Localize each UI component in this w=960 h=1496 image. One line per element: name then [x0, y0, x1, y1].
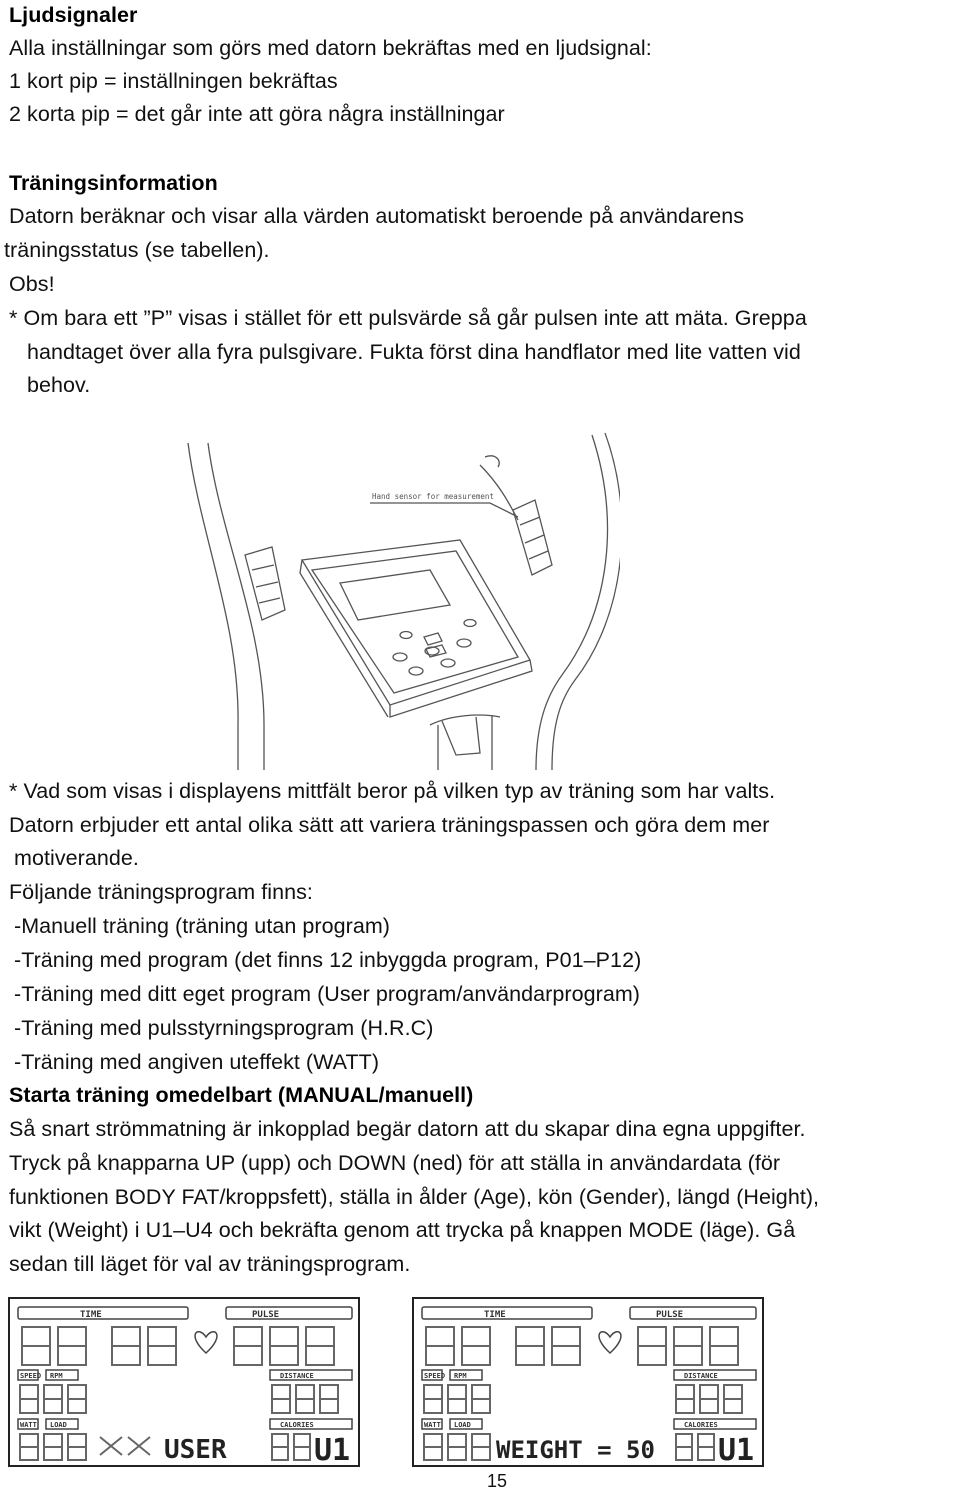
paragraph-line: träningsstatus (se tabellen). — [4, 238, 270, 262]
lcd-label-calories: CALORIES — [684, 1421, 718, 1429]
lcd-label-distance: DISTANCE — [684, 1372, 718, 1380]
lcd-label-time: TIME — [484, 1310, 506, 1320]
paragraph-line: Datorn beräknar och visar alla värden automatiskt beroende på användarens — [9, 204, 745, 228]
note-line: handtaget över alla fyra pulsgivare. Fukta först dina handflator med lite vatten vid — [27, 340, 801, 364]
programs-intro: Följande träningsprogram finns: — [9, 880, 313, 904]
program-list-item: -Träning med angiven uteffekt (WATT) — [14, 1050, 380, 1074]
heading-ljudsignaler: Ljudsignaler — [9, 3, 138, 27]
program-list-item: -Träning med program (det finns 12 inbyggda program, P01–P12) — [14, 948, 642, 972]
heading-traningsinformation: Träningsinformation — [9, 171, 218, 195]
paragraph-line: 1 kort pip = inställningen bekräftas — [9, 69, 338, 93]
console-illustration — [180, 425, 620, 770]
illustration-caption: Hand sensor for measurement — [372, 492, 494, 501]
note-line: * Om bara ett ”P” visas i stället för ett pulsvärde så går pulsen inte att mäta. Greppa — [9, 306, 807, 330]
lcd-label-watt: WATT — [424, 1421, 441, 1429]
lcd-label-rpm: RPM — [454, 1372, 467, 1380]
paragraph-line: Tryck på knapparna UP (upp) och DOWN (ned) för att ställa in användardata (för — [9, 1151, 781, 1175]
heading-starta-traning: Starta träning omedelbart (MANUAL/manuell) — [9, 1083, 474, 1107]
note-line: behov. — [27, 373, 91, 397]
lcd-label-time: TIME — [80, 1310, 102, 1320]
paragraph-line: funktionen BODY FAT/kroppsfett), ställa in ålder (Age), kön (Gender), längd (Height), — [9, 1185, 820, 1209]
program-list-item: -Träning med ditt eget program (User program/användarprogram) — [14, 982, 641, 1006]
lcd-label-load: LOAD — [50, 1421, 67, 1429]
paragraph-line: 2 korta pip = det går inte att göra några inställningar — [9, 102, 505, 126]
lcd-label-calories: CALORIES — [280, 1421, 314, 1429]
paragraph-line: Datorn erbjuder ett antal olika sätt att variera träningspassen och göra dem mer — [9, 813, 770, 837]
lcd-label-speed: SPEED — [20, 1372, 42, 1380]
program-list-item: -Manuell träning (träning utan program) — [14, 914, 390, 938]
lcd-mid-text: USER — [164, 1435, 227, 1465]
lcd-label-pulse: PULSE — [656, 1310, 684, 1320]
lcd-mid-text: WEIGHT = 50 — [496, 1436, 655, 1464]
lcd-label-watt: WATT — [20, 1421, 37, 1429]
lcd-label-distance: DISTANCE — [280, 1372, 314, 1380]
lcd-label-load: LOAD — [454, 1421, 471, 1429]
lcd-user-slot: U1 — [314, 1433, 351, 1467]
lcd-user-slot: U1 — [718, 1433, 755, 1467]
lcd-label-speed: SPEED — [424, 1372, 446, 1380]
paragraph-line: motiverande. — [14, 846, 139, 870]
obs-label: Obs! — [9, 272, 55, 296]
page-number: 15 — [487, 1471, 508, 1491]
paragraph-line: Alla inställningar som görs med datorn bekräftas med en ljudsignal: — [9, 36, 652, 60]
lcd-label-pulse: PULSE — [252, 1310, 280, 1320]
program-list-item: -Träning med pulsstyrningsprogram (H.R.C) — [14, 1016, 434, 1040]
paragraph-line: vikt (Weight) i U1–U4 och bekräfta genom att trycka på knappen MODE (läge). Gå — [9, 1218, 796, 1242]
lcd-display-user — [8, 1297, 360, 1467]
paragraph-line: * Vad som visas i displayens mittfält beror på vilken typ av träning som har valts. — [9, 779, 776, 803]
paragraph-line: Så snart strömmatning är inkopplad begär datorn att du skapar dina egna uppgifter. — [9, 1117, 806, 1141]
lcd-label-rpm: RPM — [50, 1372, 63, 1380]
lcd-display-weight — [412, 1297, 764, 1467]
paragraph-line: sedan till läget för val av träningsprogram. — [9, 1252, 411, 1276]
